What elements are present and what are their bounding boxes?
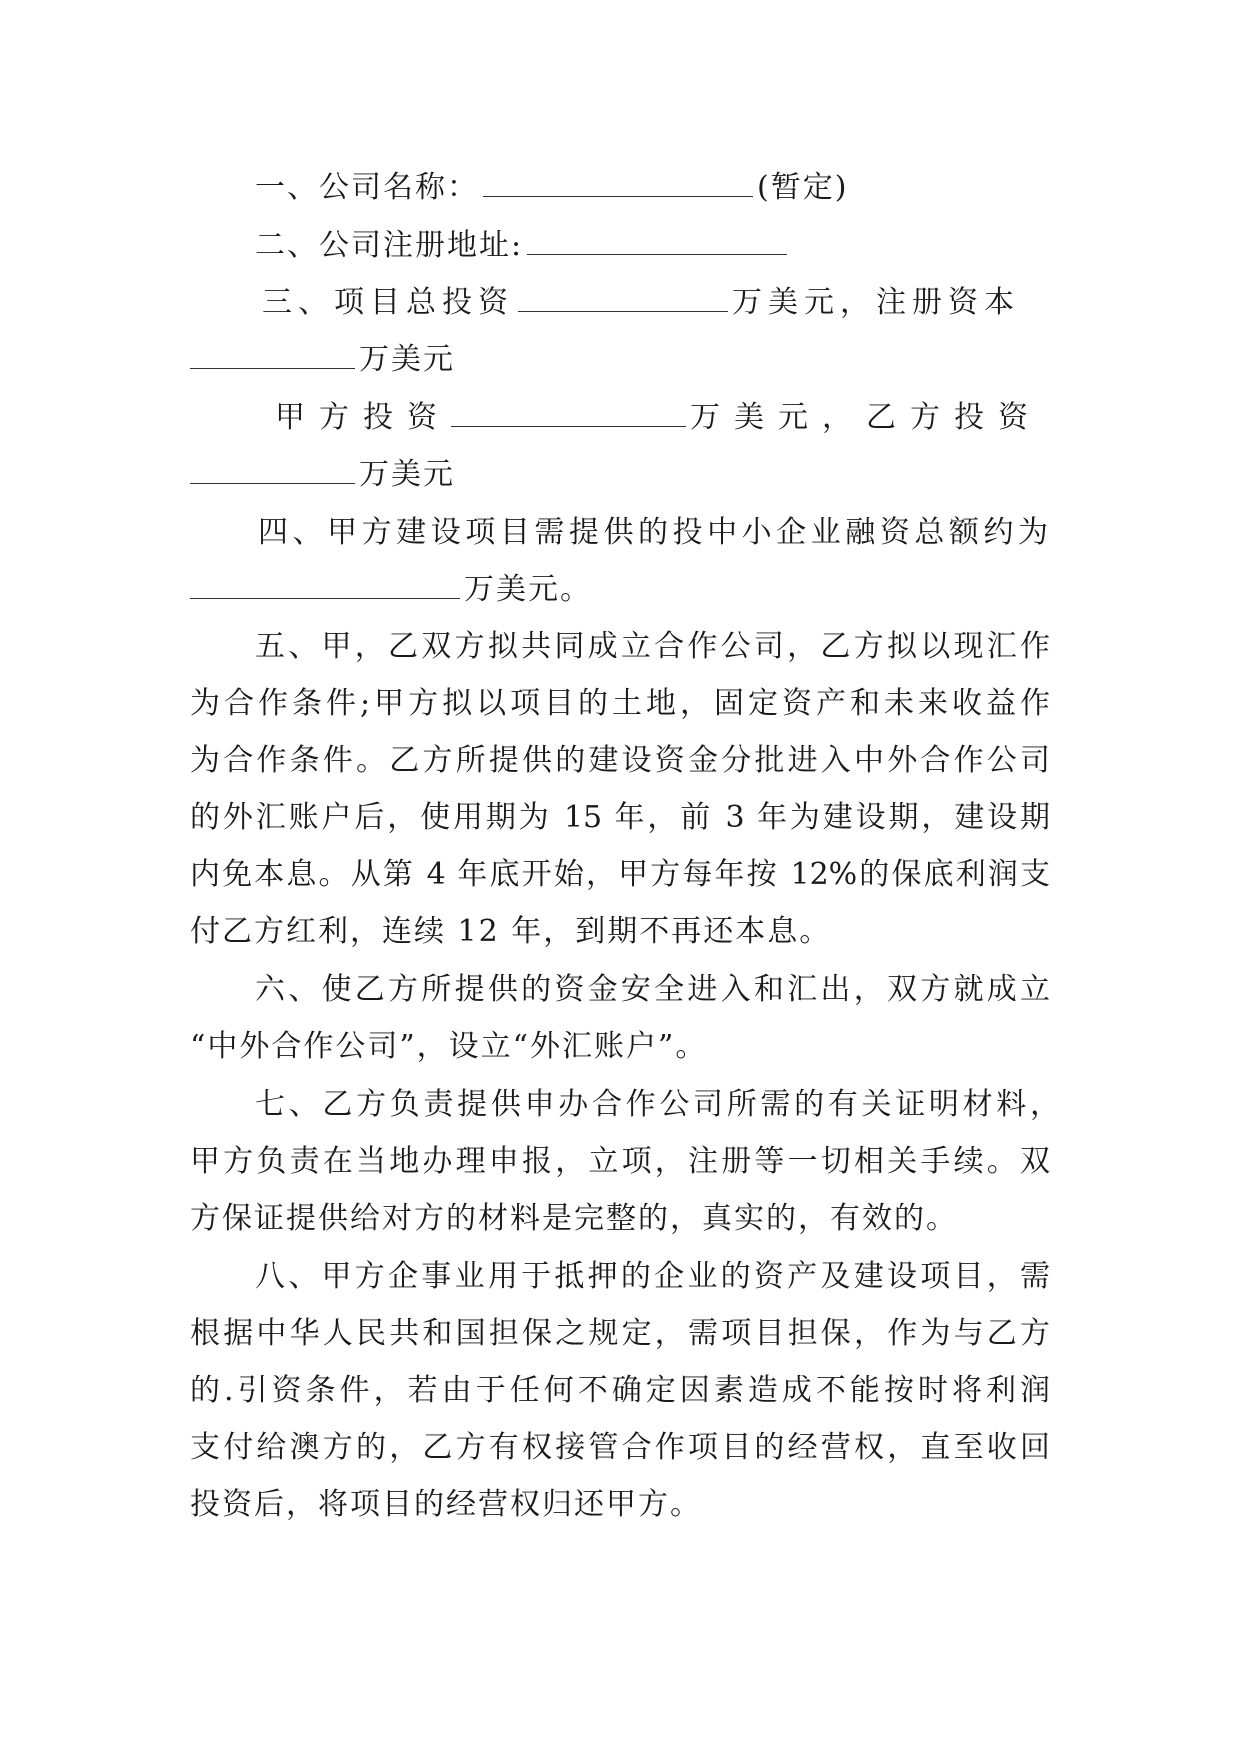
clause-8-line-3: 的.引资条件，若由于任何不确定因素造成不能按时将利润 [190, 1373, 1050, 1408]
total-investment-unit: 万美元，注册资本 [732, 285, 1020, 320]
clause-4-line-1: 四、甲方建设项目需提供的投中小企业融资总额约为 [258, 515, 1048, 550]
registered-address-line [255, 226, 791, 266]
clause-6-line-1: 六、使乙方所提供的资金安全进入和汇出，双方就成立 [255, 972, 1050, 1007]
clause-7-line-2: 甲方负责在当地办理申报，立项，注册等一切相关手续。双 [190, 1144, 1050, 1179]
registered-address-label: 二、公司注册地址: [255, 228, 524, 263]
clause-5-line-2: 为合作条件;甲方拟以项目的土地，固定资产和未来收益作 [190, 686, 1050, 721]
company-name-note: (暂定) [757, 170, 849, 205]
total-investment-blank [518, 283, 728, 312]
financing-amount-blank [190, 570, 460, 599]
financing-amount-unit: 万美元。 [464, 572, 592, 607]
party-a-investment-blank [451, 398, 686, 427]
clause-6-line-2: “中外合作公司”，设立“外汇账户”。 [190, 1029, 708, 1064]
registered-capital-unit: 万美元 [359, 342, 455, 377]
total-investment-line [262, 283, 1020, 323]
clause-8-line-4: 支付给澳方的，乙方有权接管合作项目的经营权，直至收回 [190, 1430, 1050, 1465]
registered-capital-blank [190, 340, 355, 369]
clause-8-line-2: 根据中华人民共和国担保之规定，需项目担保，作为与乙方 [190, 1316, 1050, 1351]
clause-5-line-1: 五、甲，乙双方拟共同成立合作公司，乙方拟以现汇作 [255, 629, 1050, 664]
clause-5-line-6: 付乙方红利，连续 12 年，到期不再还本息。 [190, 914, 832, 949]
clause-7-line-3: 方保证提供给对方的材料是完整的，真实的，有效的。 [190, 1201, 958, 1236]
clause-8-line-5: 投资后，将项目的经营权归还甲方。 [190, 1487, 702, 1522]
registered-address-blank [527, 226, 787, 255]
party-b-investment-line [190, 455, 455, 495]
clause-5-line-3: 为合作条件。乙方所提供的建设资金分批进入中外合作公司 [190, 743, 1050, 778]
clause-4-line-2 [190, 570, 592, 610]
clause-8-line-1: 八、甲方企事业用于抵押的企业的资产及建设项目，需 [255, 1259, 1050, 1294]
party-a-investment-label: 甲方投资 [275, 400, 451, 435]
registered-capital-line [190, 340, 455, 380]
party-b-investment-unit: 万美元 [359, 457, 455, 492]
party-a-investment-line [275, 398, 1042, 438]
clause-7-line-1: 七、乙方负责提供申办合作公司所需的有关证明材料， [255, 1087, 1060, 1122]
clause-5-line-4: 的外汇账户后，使用期为 15 年，前 3 年为建设期，建设期 [190, 800, 1050, 835]
company-name-label: 一、公司名称： [255, 170, 479, 205]
clause-5-line-5: 内免本息。从第 4 年底开始，甲方每年按 12%的保底利润支 [190, 857, 1050, 892]
company-name-line [255, 168, 848, 208]
company-name-blank [483, 168, 753, 197]
total-investment-label: 三、项目总投资 [262, 285, 514, 320]
party-a-investment-unit: 万美元，乙方投资 [690, 400, 1042, 435]
party-b-investment-blank [190, 455, 355, 484]
